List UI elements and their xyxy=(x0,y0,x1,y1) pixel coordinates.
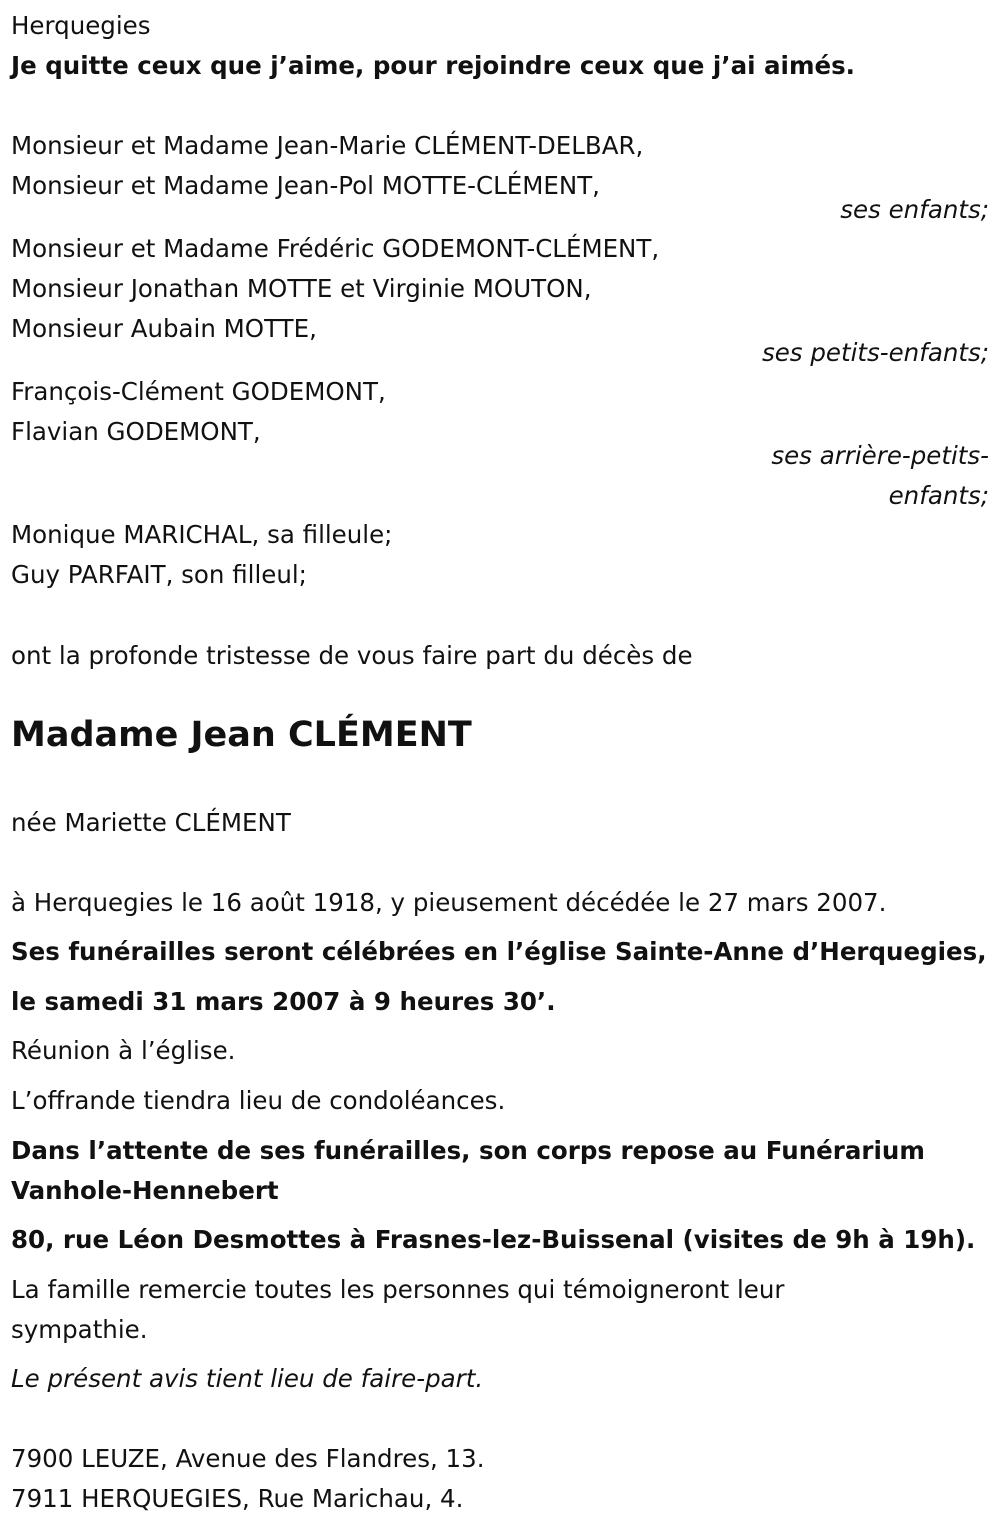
great-grandchildren-relation-1: ses arrière-petits- xyxy=(771,441,989,470)
children-relation: ses enfants; xyxy=(840,195,989,224)
epigraph: Je quitte ceux que j’aime, pour rejoindre ceux que j’ai aimés. xyxy=(11,51,855,80)
address-2: 7911 HERQUEGIES, Rue Marichau, 4. xyxy=(11,1484,464,1513)
godchild-2: Guy PARFAIT, son filleul; xyxy=(11,560,307,589)
thanks-line-2: sympathie. xyxy=(11,1315,148,1344)
grandchildren-name-2: Monsieur Jonathan MOTTE et Virginie MOUTON, xyxy=(11,274,592,303)
thanks-line-1: La famille remercie toutes les personnes qui témoigneront leur xyxy=(11,1275,785,1304)
address-1: 7900 LEUZE, Avenue des Flandres, 13. xyxy=(11,1444,485,1473)
great-grandchildren-name-2: Flavian GODEMONT, xyxy=(11,417,261,446)
maiden-name: née Mariette CLÉMENT xyxy=(11,808,291,837)
funeral-line-1: Ses funérailles seront célébrées en l’église Sainte-Anne d’Herquegies, xyxy=(11,937,987,966)
funeral-line-2: le samedi 31 mars 2007 à 9 heures 30’. xyxy=(11,987,556,1016)
great-grandchildren-relation-2: enfants; xyxy=(888,481,989,510)
children-name-1: Monsieur et Madame Jean-Marie CLÉMENT-DELBAR, xyxy=(11,131,644,160)
grandchildren-name-1: Monsieur et Madame Frédéric GODEMONT-CLÉMENT, xyxy=(11,234,660,263)
godchild-1: Monique MARICHAL, sa filleule; xyxy=(11,520,393,549)
deceased-name: Madame Jean CLÉMENT xyxy=(11,715,472,755)
great-grandchildren-name-1: François-Clément GODEMONT, xyxy=(11,377,386,406)
grandchildren-name-3: Monsieur Aubain MOTTE, xyxy=(11,314,317,343)
location-heading: Herquegies xyxy=(11,11,151,40)
meeting-text: Réunion à l’église. xyxy=(11,1036,236,1065)
children-name-2: Monsieur et Madame Jean-Pol MOTTE-CLÉMENT, xyxy=(11,171,600,200)
repose-address: 80, rue Léon Desmottes à Frasnes-lez-Buissenal (visites de 9h à 19h). xyxy=(11,1225,976,1254)
grandchildren-relation: ses petits-enfants; xyxy=(761,338,989,367)
birth-death-text: à Herquegies le 16 août 1918, y pieusement décédée le 27 mars 2007. xyxy=(11,888,887,917)
notice-text: Le présent avis tient lieu de faire-part. xyxy=(11,1364,484,1393)
announcement-text: ont la profonde tristesse de vous faire part du décès de xyxy=(11,641,693,670)
repose-line-1: Dans l’attente de ses funérailles, son corps repose au Funérarium xyxy=(11,1136,925,1165)
offering-text: L’offrande tiendra lieu de condoléances. xyxy=(11,1086,506,1115)
repose-line-2: Vanhole-Hennebert xyxy=(11,1176,279,1205)
